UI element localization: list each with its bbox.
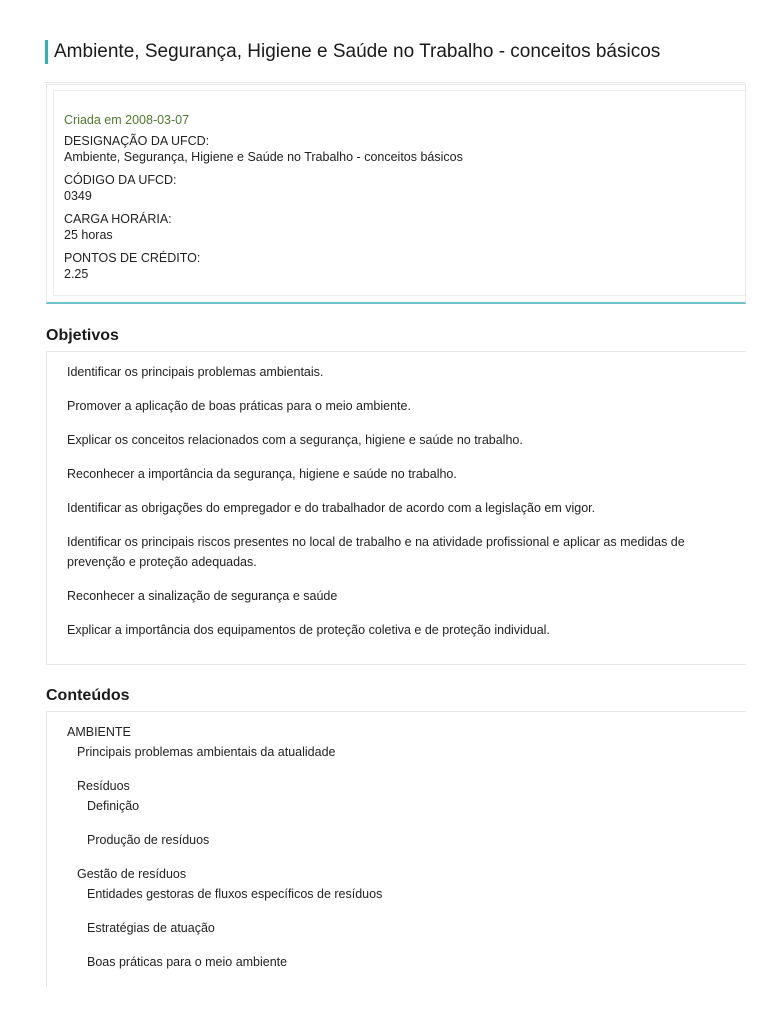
tree-item: Estratégias de atuação — [87, 921, 215, 935]
list-item: Promover a aplicação de boas práticas para o meio ambiente. — [67, 399, 411, 413]
title-divider — [45, 82, 745, 83]
ufcd-info-inner — [53, 90, 745, 296]
list-item: Reconhecer a importância da segurança, higiene e saúde no trabalho. — [67, 467, 457, 481]
field-codigo — [64, 172, 463, 204]
conteudos-tree — [47, 712, 746, 972]
field-value: 2.25 — [64, 267, 89, 281]
ufcd-info-content — [64, 112, 463, 289]
tree-item: Gestão de resíduos — [77, 867, 187, 881]
tree-item: Boas práticas para o meio ambiente — [87, 955, 288, 969]
tree-item: Entidades gestoras de fluxos específicos de resíduos — [87, 887, 383, 901]
objetivos-heading: Objetivos — [46, 327, 119, 344]
field-value: 0349 — [64, 189, 92, 203]
field-label: DESIGNAÇÃO DA UFCD: — [64, 134, 210, 148]
objetivos-list — [47, 352, 746, 640]
tree-item: Resíduos — [77, 779, 130, 793]
tree-item: Definição — [87, 799, 140, 813]
field-designacao — [64, 133, 463, 165]
tree-item: AMBIENTE — [67, 725, 131, 739]
objetivos-box — [46, 351, 746, 665]
tree-item: Produção de resíduos — [87, 833, 210, 847]
page-title: Ambiente, Segurança, Higiene e Saúde no Trabalho - conceitos básicos — [45, 40, 660, 64]
field-carga-horaria — [64, 211, 463, 243]
list-item: Identificar os principais problemas ambientais. — [67, 365, 324, 379]
list-item: Explicar a importância dos equipamentos de proteção coletiva e de proteção individual. — [67, 623, 550, 637]
field-pontos-credito — [64, 250, 463, 282]
created-date: Criada em 2008-03-07 — [64, 113, 190, 127]
field-label: PONTOS DE CRÉDITO: — [64, 251, 201, 265]
conteudos-box — [46, 711, 746, 1001]
list-item: Identificar as obrigações do empregador e do trabalhador de acordo com a legislação em vigor. — [67, 501, 596, 515]
field-label: CARGA HORÁRIA: — [64, 212, 172, 226]
field-value: 25 horas — [64, 228, 113, 242]
ufcd-info-card — [46, 84, 746, 304]
list-item: Reconhecer a sinalização de segurança e saúde — [67, 589, 338, 603]
field-value: Ambiente, Segurança, Higiene e Saúde no Trabalho - conceitos básicos — [64, 150, 463, 164]
list-item: Identificar os principais riscos presentes no local de trabalho e na atividade profissional e aplicar as medidas de prevenção e proteção adequadas. — [67, 535, 685, 569]
conteudos-heading: Conteúdos — [46, 687, 130, 704]
field-label: CÓDIGO DA UFCD: — [64, 173, 177, 187]
tree-item: Principais problemas ambientais da atualidade — [77, 745, 336, 759]
list-item: Explicar os conceitos relacionados com a segurança, higiene e saúde no trabalho. — [67, 433, 523, 447]
page-bottom-mask — [46, 987, 746, 1024]
